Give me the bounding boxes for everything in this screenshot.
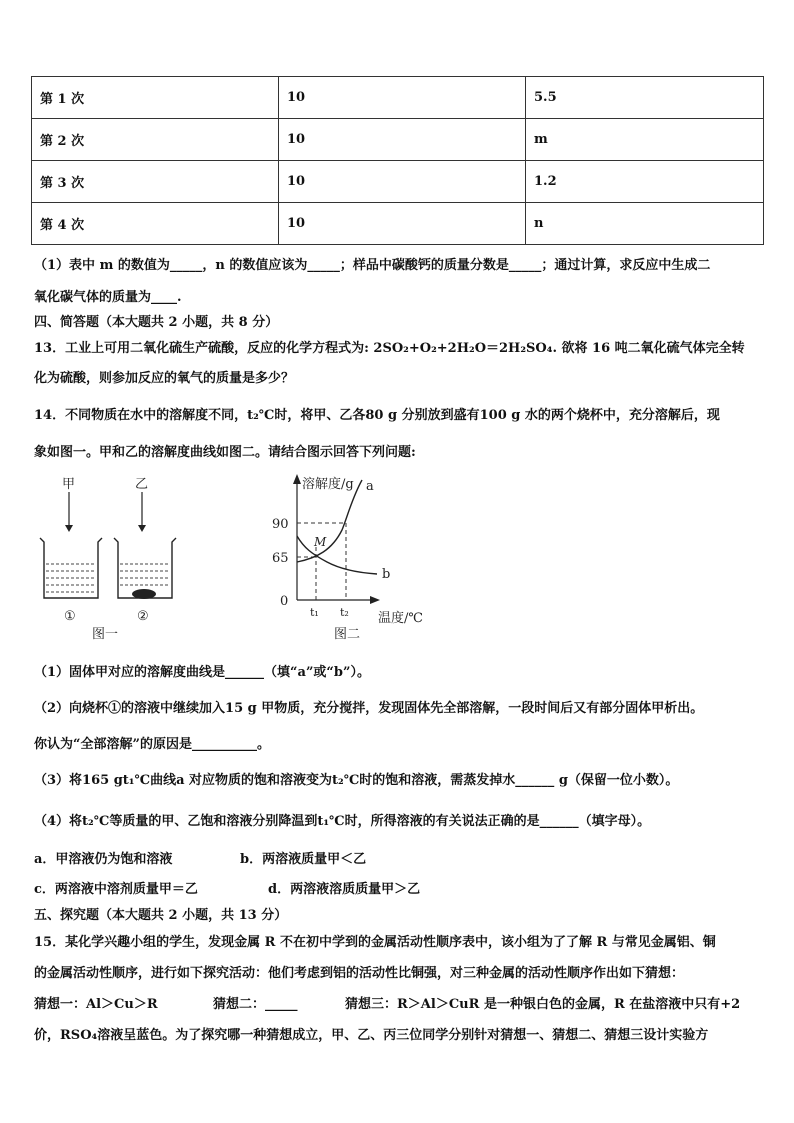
section4-heading: 四、简答题（本大题共 2 小题，共 8 分）: [34, 315, 279, 330]
figures: [32, 470, 452, 650]
table-cell: 10: [279, 77, 526, 119]
table-cell: 1.2: [526, 161, 764, 203]
table-cell: 第 1 次: [32, 77, 279, 119]
table-cell: 10: [279, 161, 526, 203]
table-row: [32, 119, 764, 161]
label-yi: 乙: [135, 477, 149, 492]
table-cell: 第 2 次: [32, 119, 279, 161]
figure-two-caption: 图二: [334, 627, 361, 642]
x-axis-label: 温度/℃: [378, 611, 423, 626]
beaker-1-label: ①: [64, 609, 76, 624]
table-cell: 第 3 次: [32, 161, 279, 203]
q14-sub1: （1）固体甲对应的溶解度曲线是______（填“a”或“b”）。: [34, 665, 370, 680]
liquid-1: [46, 564, 96, 592]
t2-label: t₂: [340, 606, 349, 619]
q12-line2: 氧化碳气体的质量为____.: [34, 290, 182, 305]
q14-sub2b: 你认为“全部溶解”的原因是__________。: [34, 737, 270, 752]
curve-a: [297, 480, 362, 562]
table-row: [32, 161, 764, 203]
table-cell: 10: [279, 119, 526, 161]
intersection-m-label: M: [314, 535, 327, 549]
t1-label: t₁: [310, 606, 319, 619]
arrow-head-icon: [65, 525, 73, 532]
beaker-2: [114, 538, 176, 598]
beaker-2-label: ②: [137, 609, 149, 624]
figure-svg: [32, 470, 452, 650]
q15-guess3: 猜想三：R＞Al＞CuR 是一种银白色的金属，R 在盐溶液中只有+2: [345, 997, 741, 1012]
y-arrow-icon: [293, 474, 301, 484]
y-axis-label: 溶解度/g: [302, 477, 354, 492]
table-cell: m: [526, 119, 764, 161]
option-c: c．两溶液中溶剂质量甲＝乙: [34, 882, 198, 897]
q15-line2: 的金属活动性顺序，进行如下探究活动：他们考虑到铝的活动性比铜强，对三种金属的活动性顺序作出如下猜想：: [34, 966, 685, 981]
curve-b-label: b: [382, 567, 391, 582]
table-row: [32, 77, 764, 119]
table-cell: n: [526, 203, 764, 245]
figure-one: [40, 477, 176, 642]
arrow-head-icon: [138, 525, 146, 532]
q12-line1: （1）表中 m 的数值为_____，n 的数值应该为_____；样品中碳酸钙的质量分数是_____；通过计算，求反应中生成二: [34, 258, 711, 273]
liquid-2: [120, 564, 170, 585]
option-a: a．甲溶液仍为饱和溶液: [34, 852, 173, 867]
table-cell: 第 4 次: [32, 203, 279, 245]
q15-guess1: 猜想一：Al＞Cu＞R: [34, 997, 158, 1012]
beaker-1: [40, 538, 102, 598]
origin-label: 0: [280, 594, 289, 609]
label-jia: 甲: [62, 477, 76, 492]
q14-line2: 象如图一。甲和乙的溶解度曲线如图二。请结合图示回答下列问题:: [34, 445, 416, 460]
q15-line4: 价，RSO₄溶液呈蓝色。为了探究哪一种猜想成立，甲、乙、丙三位同学分别针对猜想一、猜想二、猜想三设计实验方: [34, 1028, 709, 1043]
option-d: d．两溶液溶质质量甲＞乙: [268, 882, 421, 897]
data-table: [31, 76, 764, 245]
q14-sub2a: （2）向烧杯①的溶液中继续加入15 g 甲物质，充分搅拌，发现固体先全部溶解，一段时间后又有部分固体甲析出。: [34, 701, 704, 716]
table-cell: 10: [279, 203, 526, 245]
q15-line1: 15．某化学兴趣小组的学生，发现金属 R 不在初中学到的金属活动性顺序表中，该小组为了了解 R 与常见金属铝、铜: [34, 935, 716, 950]
figure-two: [272, 474, 423, 642]
section5-heading: 五、探究题（本大题共 2 小题，共 13 分）: [34, 908, 288, 923]
table-row: [32, 203, 764, 245]
q13-line1: 13．工业上可用二氧化硫生产硫酸，反应的化学方程式为: 2SO₂+O₂+2H₂O＝2H₂SO₄. 欲将 16 吨二氧化硫气体完全转: [34, 341, 745, 356]
q14-sub3: （3）将165 gt₁℃曲线a 对应物质的饱和溶液变为t₂℃时的饱和溶液，需蒸发掉水______ g（保留一位小数）。: [34, 773, 679, 788]
q13-line2: 化为硫酸，则参加反应的氧气的质量是多少？: [34, 371, 295, 386]
q15-guess2: 猜想二：_____: [213, 997, 298, 1012]
curve-b: [297, 536, 377, 574]
x-arrow-icon: [370, 596, 380, 604]
q14-sub4: （4）将t₂℃等质量的甲、乙饱和溶液分别降温到t₁℃时，所得溶液的有关说法正确的是______（填字母）。: [34, 814, 651, 829]
option-b: b．两溶液质量甲＜乙: [240, 852, 367, 867]
y-tick-90: 90: [272, 517, 289, 532]
table-cell: 5.5: [526, 77, 764, 119]
y-tick-65: 65: [272, 551, 289, 566]
q14-line1: 14．不同物质在水中的溶解度不同，t₂℃时，将甲、乙各80 g 分别放到盛有100 g 水的两个烧杯中，充分溶解后，现: [34, 408, 720, 423]
curve-a-label: a: [366, 479, 374, 494]
undissolved-solid: [132, 589, 156, 599]
figure-one-caption: 图一: [92, 627, 119, 642]
